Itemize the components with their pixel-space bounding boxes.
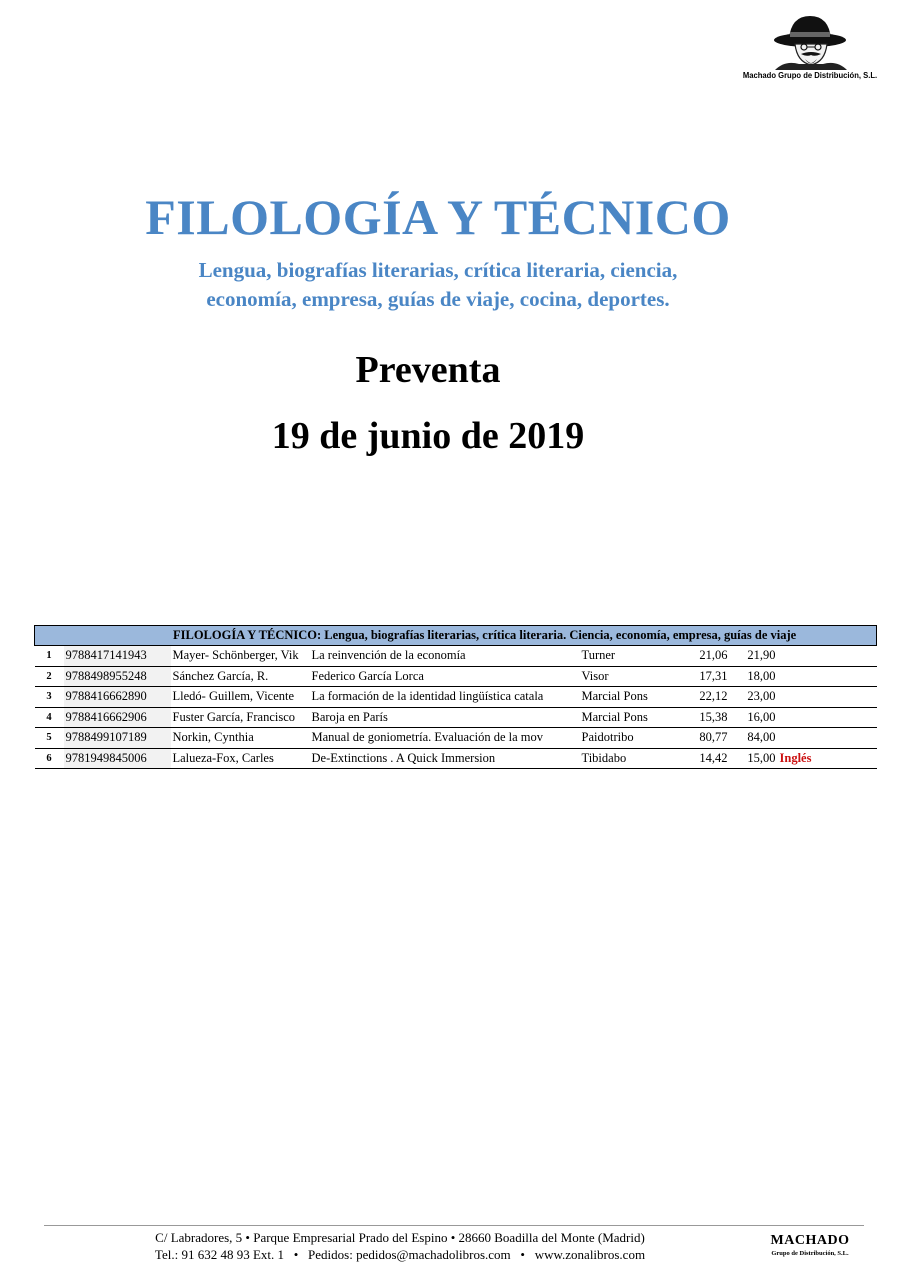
table-row <box>35 666 877 687</box>
logo-caption: Machado Grupo de Distribución, S.L. <box>742 70 878 80</box>
note-cell <box>778 728 877 749</box>
table-row <box>35 687 877 708</box>
presale-date: 19 de junio de 2019 <box>271 415 585 457</box>
price-net-cell: 21,06 <box>680 646 730 667</box>
table-heading: FILOLOGÍA Y TÉCNICO: Lengua, biografías literarias, crítica literaria. Ciencia, economía, empresa, guías de viaje <box>35 626 877 646</box>
title-cell: Baroja en París <box>310 707 580 728</box>
footer-contact: Tel.: 91 632 48 93 Ext. 1 • Pedidos: pedidos@machadolibros.com • www.zonalibros.com <box>154 1247 646 1262</box>
price-pvp-cell: 18,00 <box>730 666 778 687</box>
table-row <box>35 707 877 728</box>
author-cell: Lalueza-Fox, Carles <box>171 748 310 769</box>
author-cell: Fuster García, Francisco <box>171 707 310 728</box>
company-logo <box>735 10 885 94</box>
row-number: 4 <box>35 707 64 728</box>
page-title: FILOLOGÍA Y TÉCNICO <box>145 189 731 245</box>
author-cell: Norkin, Cynthia <box>171 728 310 749</box>
price-pvp-cell: 23,00 <box>730 687 778 708</box>
price-net-cell: 14,42 <box>680 748 730 769</box>
table-row <box>35 728 877 749</box>
note-cell <box>778 666 877 687</box>
brand-name: MACHADO <box>770 1233 850 1248</box>
author-cell: Lledó- Guillem, Vicente <box>171 687 310 708</box>
page-subtitle <box>0 256 876 314</box>
subtitle-line-2: economía, empresa, guías de viaje, cocina, deportes. <box>206 287 670 311</box>
publisher-cell: Marcial Pons <box>580 707 680 728</box>
isbn-cell: 9788416662906 <box>64 707 171 728</box>
note-cell: Inglés <box>778 748 877 769</box>
row-number: 2 <box>35 666 64 687</box>
isbn-cell: 9788499107189 <box>64 728 171 749</box>
isbn-cell: 9788417141943 <box>64 646 171 667</box>
footer-brand <box>740 1233 880 1257</box>
price-net-cell: 80,77 <box>680 728 730 749</box>
man-in-hat-icon <box>755 10 865 70</box>
table-heading-row <box>35 626 877 646</box>
price-net-cell: 22,12 <box>680 687 730 708</box>
publisher-cell: Paidotribo <box>580 728 680 749</box>
footer-address: C/ Labradores, 5 • Parque Empresarial Prado del Espino • 28660 Boadilla del Monte (Madrid) <box>155 1230 645 1245</box>
author-cell: Mayer- Schönberger, Vik <box>171 646 310 667</box>
price-pvp-cell: 16,00 <box>730 707 778 728</box>
preventa-heading: Preventa <box>355 349 501 391</box>
isbn-cell: 9788416662890 <box>64 687 171 708</box>
publisher-cell: Marcial Pons <box>580 687 680 708</box>
author-cell: Sánchez García, R. <box>171 666 310 687</box>
title-cell: Manual de goniometría. Evaluación de la mov <box>310 728 580 749</box>
publisher-cell: Turner <box>580 646 680 667</box>
table-row <box>35 646 877 667</box>
price-pvp-cell: 21,90 <box>730 646 778 667</box>
publisher-cell: Visor <box>580 666 680 687</box>
title-cell: La reinvención de la economía <box>310 646 580 667</box>
title-cell: De-Extinctions . A Quick Immersion <box>310 748 580 769</box>
note-cell <box>778 707 877 728</box>
price-net-cell: 15,38 <box>680 707 730 728</box>
isbn-cell: 9788498955248 <box>64 666 171 687</box>
brand-subtitle: Grupo de Distribución, S.L. <box>771 1250 849 1257</box>
note-cell <box>778 646 877 667</box>
note-cell <box>778 687 877 708</box>
row-number: 5 <box>35 728 64 749</box>
isbn-cell: 9781949845006 <box>64 748 171 769</box>
row-number: 1 <box>35 646 64 667</box>
subtitle-line-1: Lengua, biografías literarias, crítica literaria, ciencia, <box>198 258 678 282</box>
price-net-cell: 17,31 <box>680 666 730 687</box>
title-cell: La formación de la identidad lingüística catala <box>310 687 580 708</box>
row-number: 6 <box>35 748 64 769</box>
table-row <box>35 748 877 769</box>
price-pvp-cell: 84,00 <box>730 728 778 749</box>
row-number: 3 <box>35 687 64 708</box>
price-pvp-cell: 15,00 <box>730 748 778 769</box>
footer-divider <box>44 1225 864 1226</box>
publisher-cell: Tibidabo <box>580 748 680 769</box>
book-catalog-table <box>34 625 877 769</box>
title-cell: Federico García Lorca <box>310 666 580 687</box>
